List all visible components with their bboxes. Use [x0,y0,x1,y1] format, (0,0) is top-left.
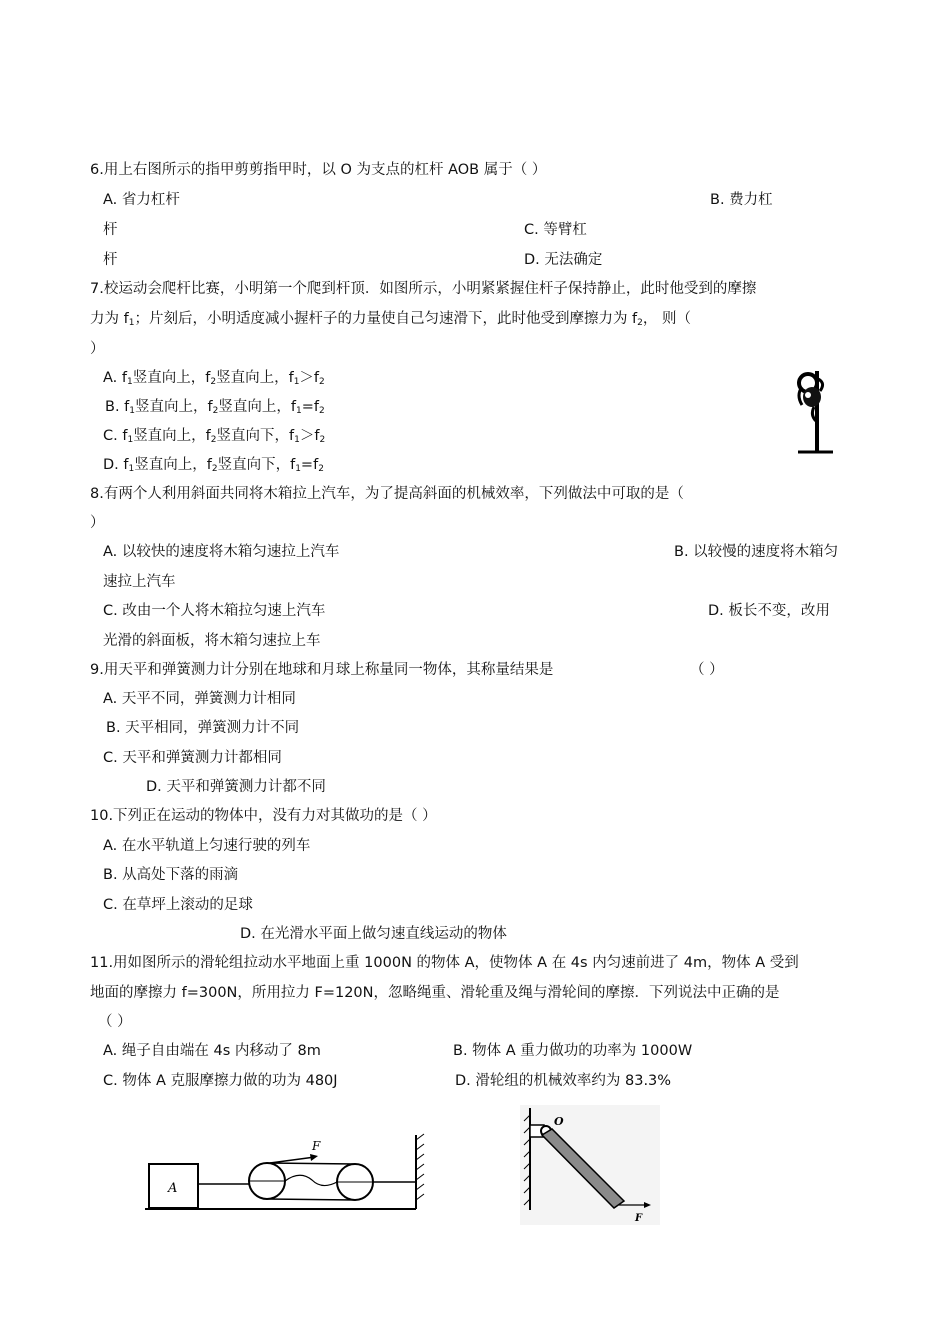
q8-option-b-continued: 速拉上汽车 [103,574,176,590]
q9-stem: 9.用天平和弹簧测力计分别在地球和月球上称量同一物体，其称量结果是 [90,662,554,678]
lever-pivot-label: O [554,1115,564,1128]
q6-option-d[interactable]: D. 无法确定 [524,252,603,268]
q11-stem-line2: 地面的摩擦力 f=300N，所用拉力 F=120N，忽略绳重、滑轮重及绳与滑轮间的摩擦．下列说法中正确的是 [90,985,780,1001]
q8-option-c[interactable]: C. 改由一个人将木箱拉匀速上汽车 [103,603,326,619]
pulley-system-figure [140,1130,430,1220]
pulley-block-label: A [168,1181,178,1196]
q11-option-c[interactable]: C. 物体 A 克服摩擦力做的功为 480J [103,1073,338,1089]
q6-option-c[interactable]: C. 等臂杠 [524,222,587,238]
q6-option-c-continued: 杆 [103,252,118,268]
q11-option-d[interactable]: D. 滑轮组的机械效率约为 83.3% [455,1073,672,1089]
q7-option-d[interactable]: D. $f_1$竖直向上，$f_2$竖直向下，$f_1=f_2$ [103,457,324,474]
q8-option-b[interactable]: B. 以较慢的速度将木箱匀 [674,544,839,560]
q7-option-b[interactable]: B. $f_1$竖直向上，$f_2$竖直向上，$f_1=f_2$ [105,399,325,416]
q9-option-b[interactable]: B. 天平相同，弹簧测力计不同 [106,720,300,736]
lever-force-label: F [635,1213,643,1224]
q9-option-a[interactable]: A. 天平不同，弹簧测力计相同 [103,691,296,707]
q9-option-d[interactable]: D. 天平和弹簧测力计都不同 [146,779,326,795]
q11-stem-line3: （ ） [98,1014,132,1030]
q10-option-a[interactable]: A. 在水平轨道上匀速行驶的列车 [103,838,311,854]
q11-option-b[interactable]: B. 物体 A 重力做功的功率为 1000W [453,1043,693,1059]
q10-option-d[interactable]: D. 在光滑水平面上做匀速直线运动的物体 [240,926,507,942]
q8-option-d-continued: 光滑的斜面板，将木箱匀速拉上车 [103,633,321,649]
q8-option-a[interactable]: A. 以较快的速度将木箱匀速拉上汽车 [103,544,340,560]
q11-option-a[interactable]: A. 绳子自由端在 4s 内移动了 8m [103,1043,321,1059]
q7-option-c[interactable]: C. $f_1$竖直向上，$f_2$竖直向下，$f_1>f_2$ [103,428,326,445]
q7-stem-line3: ） [90,341,105,357]
q11-stem-line1: 11.用如图所示的滑轮组拉动水平地面上重 1000N 的物体 A，使物体 A 在 4s 内匀速前进了 4m，物体 A 受到 [90,955,799,971]
lever-figure [520,1105,660,1225]
pole-climbing-figure [788,365,838,457]
q10-option-c[interactable]: C. 在草坪上滚动的足球 [103,897,253,913]
q9-option-c[interactable]: C. 天平和弹簧测力计都相同 [103,750,282,766]
q8-stem-line2: ） [90,515,105,531]
q7-stem-line2: 力为 $f_1$；片刻后，小明适度减小握杆子的力量使自己匀速滑下，此时他受到摩擦力为 $f_2$， 则（ [90,311,692,328]
q6-option-b-continued: 杆 [103,222,118,238]
q8-stem-line1: 8.有两个人利用斜面共同将木箱拉上汽车，为了提高斜面的机械效率，下列做法中可取的是（ [90,486,684,502]
q7-option-a[interactable]: A. $f_1$竖直向上，$f_2$竖直向上，$f_1>f_2$ [103,370,325,387]
q10-stem: 10.下列正在运动的物体中，没有力对其做功的是（ ） [90,808,437,824]
q8-option-d[interactable]: D. 板长不变，改用 [708,603,830,619]
pulley-force-label: F [312,1139,321,1153]
q9-answer-paren: （ ） [690,662,724,678]
q6-option-b[interactable]: B. 费力杠 [710,192,773,208]
q7-stem-line1: 7.校运动会爬杆比赛，小明第一个爬到杆顶．如图所示，小明紧紧握住杆子保持静止，此时他受到的摩擦 [90,281,757,297]
q6-stem: 6.用上右图所示的指甲剪剪指甲时，以 O 为支点的杠杆 AOB 属于（ ） [90,162,547,178]
q6-option-a[interactable]: A. 省力杠杆 [103,192,180,208]
q10-option-b[interactable]: B. 从高处下落的雨滴 [103,867,239,883]
